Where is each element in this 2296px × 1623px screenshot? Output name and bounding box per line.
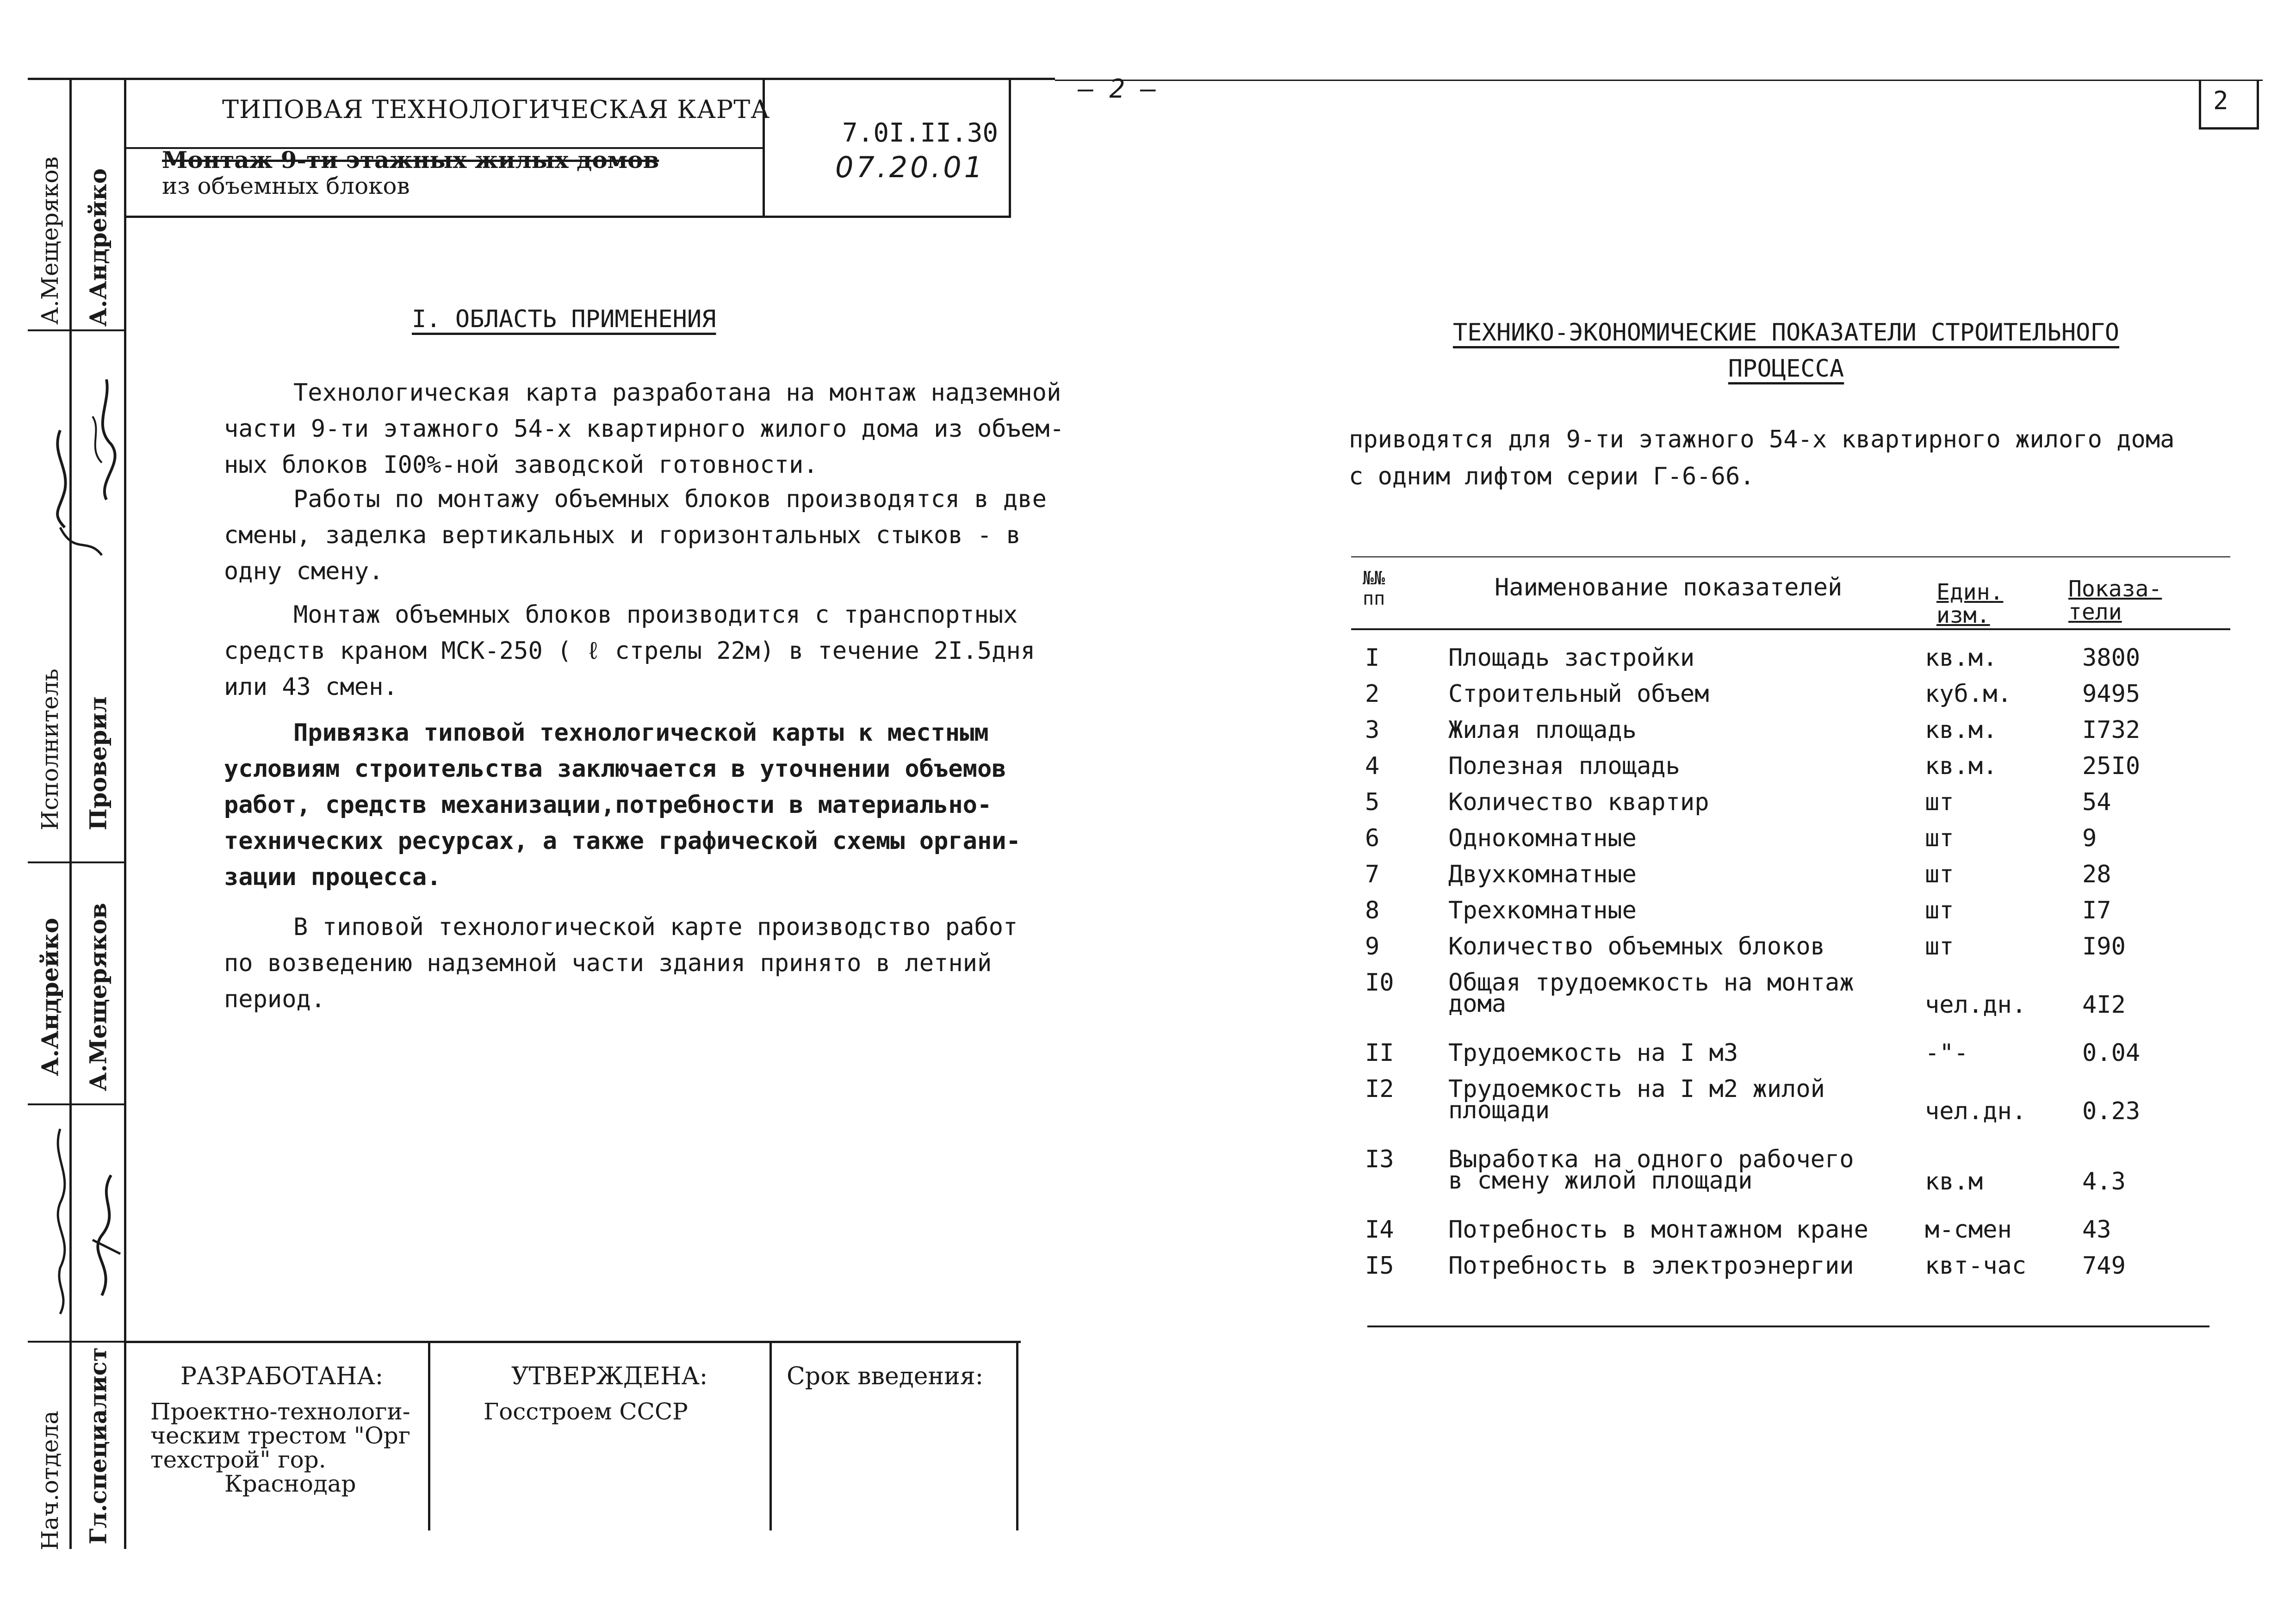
row-unit: -"- bbox=[1925, 1039, 1968, 1067]
header-subtitle bbox=[162, 147, 659, 199]
para1-line3: ных блоков I00%-ной заводской готовности. bbox=[224, 451, 818, 479]
row-name bbox=[1448, 1147, 1925, 1217]
row-name bbox=[1448, 681, 1925, 718]
header-subtitle-line1: Монтаж 9-ти этажных жилых домов bbox=[162, 146, 659, 173]
intro-line1: приводятся для 9-ти этажного 54-х квартирного жилого дома bbox=[1349, 426, 2175, 453]
row-number: 3 bbox=[1365, 716, 1380, 744]
para2-line2: смены, заделка вертикальных и горизонтальных стыков - в bbox=[224, 521, 1021, 549]
row-name bbox=[1448, 1253, 1925, 1289]
row-name-line1: Трудоемкость на I м2 жилой bbox=[1448, 1075, 1825, 1103]
row-name-line1: Площадь застройки bbox=[1448, 644, 1695, 672]
signature-top bbox=[32, 361, 125, 620]
row-number: 9 bbox=[1365, 933, 1380, 960]
row-name bbox=[1448, 898, 1925, 934]
row-name bbox=[1448, 934, 1925, 970]
para4-line3: работ, средств механизации,потребности в материально- bbox=[224, 791, 992, 819]
row-number: I0 bbox=[1365, 969, 1394, 997]
row-unit: кв.м. bbox=[1925, 752, 1998, 780]
row-name-line1: Потребность в электроэнергии bbox=[1448, 1252, 1854, 1280]
row-value: 4.3 bbox=[2082, 1168, 2126, 1196]
row-name bbox=[1448, 970, 1925, 1041]
row-name-line1: Трудоемкость на I м3 bbox=[1448, 1039, 1738, 1067]
row-name bbox=[1448, 790, 1925, 826]
row-value: 54 bbox=[2082, 788, 2111, 816]
row-number: I5 bbox=[1365, 1252, 1394, 1280]
footer-div-3 bbox=[1016, 1341, 1018, 1530]
developed-by bbox=[150, 1400, 410, 1496]
row-name-line1: Потребность в монтажном кране bbox=[1448, 1216, 1868, 1244]
para4-line2: условиям строительства заключается в уточнении объемов bbox=[224, 755, 1006, 783]
row-unit: шт bbox=[1925, 824, 1954, 852]
strip-sep-2 bbox=[28, 861, 126, 863]
row-value: I7 bbox=[2082, 897, 2111, 924]
row-name bbox=[1448, 826, 1925, 862]
footer-div-1 bbox=[428, 1341, 430, 1530]
strip-line-1 bbox=[69, 78, 72, 1549]
table-row bbox=[1351, 681, 2198, 718]
row-name-line1: Двухкомнатные bbox=[1448, 861, 1637, 888]
section2-intro bbox=[1349, 421, 2174, 495]
row-name-line1: Однокомнатные bbox=[1448, 824, 1637, 852]
row-name-line2: площади bbox=[1448, 1096, 1550, 1124]
row-number: 6 bbox=[1365, 824, 1380, 852]
col-header-unit: Един. изм. bbox=[1936, 579, 2004, 628]
para4-line5: зации процесса. bbox=[224, 863, 441, 891]
sheet-number-box bbox=[2199, 80, 2259, 130]
table-row bbox=[1351, 898, 2198, 934]
table-bottom-rule bbox=[1367, 1326, 2209, 1327]
row-unit: м-смен bbox=[1925, 1216, 2012, 1244]
row-unit: кв.м bbox=[1925, 1168, 1983, 1196]
para3-line2: средств краном МСК-250 ( ℓ стрелы 22м) в течение 2I.5дня bbox=[224, 637, 1036, 665]
row-name bbox=[1448, 645, 1925, 681]
para4-line1: Привязка типовой технологической карты к местным bbox=[293, 719, 989, 747]
para4-line4: технических ресурсах, а также графической схемы органи- bbox=[224, 827, 1021, 855]
stamp-col2-low: А.Мещеряков bbox=[84, 903, 112, 1091]
row-unit: кв.м. bbox=[1925, 716, 1998, 744]
table-row bbox=[1351, 790, 2198, 826]
row-number: 7 bbox=[1365, 861, 1380, 888]
row-name-line1: Общая трудоемкость на монтаж bbox=[1448, 969, 1854, 997]
approved-by: Госстроем СССР bbox=[484, 1398, 688, 1425]
row-unit: чел.дн. bbox=[1925, 991, 2027, 1019]
para5-line2: по возведению надземной части здания принято в летний bbox=[224, 949, 992, 977]
row-name-line1: Количество квартир bbox=[1448, 788, 1709, 816]
para3-line1: Монтаж объемных блоков производится с транспортных bbox=[293, 601, 1018, 629]
row-name-line2: дома bbox=[1448, 990, 1507, 1018]
row-name bbox=[1448, 1077, 1925, 1147]
developed-line3: техстрой" гор. bbox=[150, 1446, 326, 1473]
header-title: ТИПОВАЯ ТЕХНОЛОГИЧЕСКАЯ КАРТА bbox=[222, 95, 770, 124]
table-row bbox=[1351, 754, 2198, 790]
section2-title-line1: ТЕХНИКО-ЭКОНОМИЧЕСКИЕ ПОКАЗАТЕЛИ СТРОИТЕЛЬНОГО bbox=[1452, 319, 2120, 347]
section2-title-line2: ПРОЦЕССА bbox=[1728, 355, 1844, 383]
row-value: 0.23 bbox=[2082, 1097, 2141, 1125]
row-value: 43 bbox=[2082, 1216, 2111, 1244]
row-value: 749 bbox=[2082, 1252, 2126, 1280]
developed-line2: ческим трестом "Орг bbox=[150, 1422, 411, 1449]
para5-line3: период. bbox=[224, 985, 326, 1013]
section1-para2 bbox=[224, 481, 1047, 589]
intro-line2: с одним лифтом серии Г-6-66. bbox=[1349, 463, 1755, 490]
frame-top-line-right bbox=[1055, 80, 2263, 81]
row-unit: шт bbox=[1925, 861, 1954, 888]
col-header-name: Наименование показателей bbox=[1495, 574, 1843, 601]
strip-sep-3 bbox=[28, 1103, 126, 1105]
signature-bottom bbox=[32, 1120, 125, 1323]
footer-top-line bbox=[124, 1341, 1021, 1343]
row-name-line1: Строительный объем bbox=[1448, 680, 1709, 708]
stamp-col1-low: А.Андрейко bbox=[36, 917, 64, 1077]
stamp-col2-mid: Проверил bbox=[84, 696, 112, 830]
table-row bbox=[1351, 1147, 2198, 1217]
col-header-num: №№ пп bbox=[1363, 568, 1385, 609]
approved-label: УТВЕРЖДЕНА: bbox=[511, 1363, 708, 1390]
doc-code: 7.0I.II.30 bbox=[842, 118, 999, 148]
stamp-col2-bottom: Гл.специалист bbox=[84, 1347, 112, 1545]
row-name-line1: Выработка на одного рабочего bbox=[1448, 1146, 1854, 1173]
col-header-value: Показа- тели bbox=[2068, 576, 2162, 625]
row-number: I4 bbox=[1365, 1216, 1394, 1244]
row-name-line1: Трехкомнатные bbox=[1448, 897, 1637, 924]
section1-para1 bbox=[224, 375, 1064, 483]
frame-top-line bbox=[28, 78, 1055, 80]
table-header-rule bbox=[1351, 628, 2230, 630]
row-unit: кв.м. bbox=[1925, 644, 1998, 672]
indicators-table bbox=[1351, 645, 2198, 1289]
row-number: 4 bbox=[1365, 752, 1380, 780]
table-row bbox=[1351, 1041, 2198, 1077]
row-name bbox=[1448, 754, 1925, 790]
table-row bbox=[1351, 862, 2198, 898]
table-row bbox=[1351, 1077, 2198, 1147]
section1-para4 bbox=[224, 715, 1021, 895]
row-number: 8 bbox=[1365, 897, 1380, 924]
table-row bbox=[1351, 970, 2198, 1041]
para2-line3: одну смену. bbox=[224, 558, 384, 585]
row-value: 9 bbox=[2082, 824, 2097, 852]
row-value: 9495 bbox=[2082, 680, 2141, 708]
strip-sep-4 bbox=[28, 1341, 126, 1343]
stamp-col1-top: А.Мещеряков bbox=[37, 156, 63, 325]
developed-label: РАЗРАБОТАНА: bbox=[180, 1363, 384, 1390]
row-number: I2 bbox=[1365, 1075, 1394, 1103]
strip-line-2 bbox=[124, 78, 126, 1549]
row-name-line1: Полезная площадь bbox=[1448, 752, 1680, 780]
para1-line1: Технологическая карта разработана на монтаж надземной bbox=[293, 379, 1061, 407]
row-number: 5 bbox=[1365, 788, 1380, 816]
section1-para5 bbox=[224, 909, 1018, 1017]
strip-sep-1 bbox=[28, 329, 126, 331]
stamp-col2-top: А.Андрейко bbox=[84, 168, 112, 327]
table-row bbox=[1351, 934, 2198, 970]
row-name bbox=[1448, 862, 1925, 898]
row-name-line2: в смену жилой площади bbox=[1448, 1167, 1753, 1195]
intro-date-label: Срок введения: bbox=[787, 1363, 984, 1390]
page-number: – 2 – bbox=[1078, 74, 1156, 104]
row-value: 3800 bbox=[2082, 644, 2141, 672]
row-name-line1: Жилая площадь bbox=[1448, 716, 1637, 744]
row-unit: шт bbox=[1925, 897, 1954, 924]
row-number: I3 bbox=[1365, 1146, 1394, 1173]
table-row bbox=[1351, 826, 2198, 862]
row-name bbox=[1448, 1041, 1925, 1077]
row-value: 0.04 bbox=[2082, 1039, 2141, 1067]
table-top-rule bbox=[1351, 556, 2230, 558]
row-value: 4I2 bbox=[2082, 991, 2126, 1019]
table-row bbox=[1351, 645, 2198, 681]
section1-para3 bbox=[224, 597, 1035, 705]
row-unit: квт-час bbox=[1925, 1252, 2027, 1280]
footer-div-2 bbox=[769, 1341, 772, 1530]
row-name bbox=[1448, 1217, 1925, 1253]
row-unit: куб.м. bbox=[1925, 680, 2012, 708]
row-name bbox=[1448, 718, 1925, 754]
developed-line4: Краснодар bbox=[224, 1470, 356, 1497]
para2-line1: Работы по монтажу объемных блоков производятся в две bbox=[293, 485, 1047, 513]
header-right-border bbox=[1009, 78, 1011, 217]
section1-title: I. ОБЛАСТЬ ПРИМЕНЕНИЯ bbox=[412, 305, 716, 333]
doc-code-handwritten: 07.20.01 bbox=[835, 150, 986, 184]
stamp-col1-bottom: Нач.отдела bbox=[37, 1410, 63, 1551]
section2-title bbox=[1388, 315, 2184, 387]
para5-line1: В типовой технологической карте производство работ bbox=[293, 913, 1018, 941]
table-row bbox=[1351, 718, 2198, 754]
row-unit: шт bbox=[1925, 933, 1954, 960]
row-number: II bbox=[1365, 1039, 1394, 1067]
row-value: I732 bbox=[2082, 716, 2141, 744]
row-value: 28 bbox=[2082, 861, 2111, 888]
header-subtitle-line2: из объемных блоков bbox=[162, 173, 410, 199]
para3-line3: или 43 смен. bbox=[224, 673, 398, 701]
row-number: 2 bbox=[1365, 680, 1380, 708]
row-value: 25I0 bbox=[2082, 752, 2141, 780]
row-unit: шт bbox=[1925, 788, 1954, 816]
header-bottom-line bbox=[124, 216, 1011, 218]
table-row bbox=[1351, 1253, 2198, 1289]
row-value: I90 bbox=[2082, 933, 2126, 960]
sheet-number: 2 bbox=[2213, 86, 2228, 115]
table-row bbox=[1351, 1217, 2198, 1253]
row-name-line1: Количество объемных блоков bbox=[1448, 933, 1825, 960]
developed-line1: Проектно-технологи- bbox=[150, 1398, 410, 1425]
para1-line2: части 9-ти этажного 54-х квартирного жилого дома из объем- bbox=[224, 415, 1064, 443]
row-number: I bbox=[1365, 644, 1380, 672]
row-unit: чел.дн. bbox=[1925, 1097, 2027, 1125]
stamp-col1-mid: Исполнитель bbox=[37, 669, 63, 830]
